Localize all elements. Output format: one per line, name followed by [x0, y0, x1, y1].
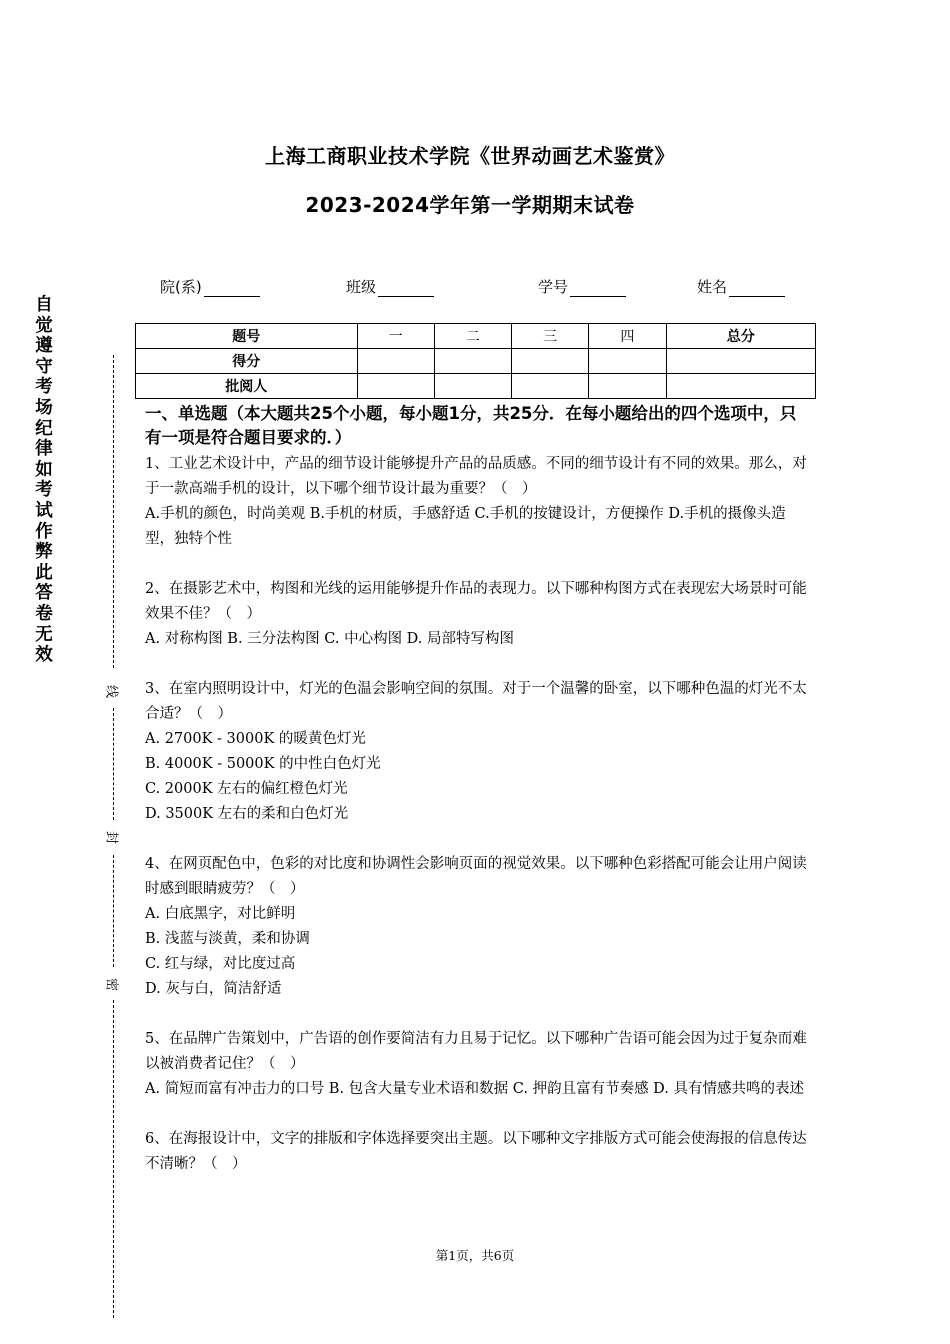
- page-number: 第1页，共6页: [435, 1248, 515, 1263]
- department-label: 院(系): [160, 278, 202, 296]
- class-field[interactable]: [346, 276, 434, 297]
- score-header-cell: 二: [434, 324, 511, 349]
- student-info-row: [160, 276, 820, 300]
- notice-char: 律: [35, 439, 53, 460]
- notice-char: 纪: [35, 418, 53, 439]
- notice-char: 卷: [35, 603, 53, 624]
- grader-cell[interactable]: [357, 374, 434, 399]
- score-row-label: 得分: [136, 349, 358, 374]
- score-table: [135, 323, 816, 399]
- question-stem: 3、在室内照明设计中，灯光的色温会影响空间的氛围。对于一个温馨的卧室，以下哪种色温的灯光不太合适？（ ）: [145, 681, 807, 722]
- question-6: [145, 1127, 809, 1177]
- question-option: B. 4000K - 5000K 的中性白色灯光: [145, 756, 381, 772]
- notice-char: 考: [35, 480, 53, 501]
- notice-char: 考: [35, 377, 53, 398]
- name-field[interactable]: [697, 276, 785, 297]
- score-header-cell: 三: [512, 324, 589, 349]
- exam-title-line2: 2023-2024学年第一学期期末试卷: [305, 193, 635, 217]
- score-header-cell: 题号: [136, 324, 358, 349]
- score-row: [136, 349, 816, 374]
- notice-char: 无: [35, 624, 53, 645]
- binding-dashed-line: [113, 1000, 114, 1318]
- notice-char: 此: [35, 562, 53, 583]
- department-field[interactable]: [160, 276, 260, 297]
- notice-char: 自: [35, 295, 53, 315]
- secret-mark: 密: [104, 977, 123, 993]
- notice-char: 场: [35, 397, 53, 418]
- question-option: C. 2000K 左右的偏红橙色灯光: [145, 781, 348, 797]
- notice-char: 遵: [35, 336, 53, 357]
- grader-cell[interactable]: [512, 374, 589, 399]
- question-stem: 1、工业艺术设计中，产品的细节设计能够提升产品的品质感。不同的细节设计有不同的效果。那么，对于一款高端手机的设计，以下哪个细节设计最为重要？（ ）: [145, 456, 807, 497]
- question-stem: 5、在品牌广告策划中，广告语的创作要简洁有力且易于记忆。以下哪种广告语可能会因为过于复杂而难以被消费者记住？（ ）: [145, 1031, 807, 1072]
- grader-cell[interactable]: [434, 374, 511, 399]
- question-stem: 6、在海报设计中，文字的排版和字体选择要突出主题。以下哪种文字排版方式可能会使海报的信息传达不清晰？（ ）: [145, 1131, 807, 1172]
- question-options: A. 简短而富有冲击力的口号 B. 包含大量专业术语和数据 C. 押韵且富有节奏感 D. 具有情感共鸣的表述: [145, 1081, 805, 1097]
- score-cell[interactable]: [434, 349, 511, 374]
- question-4: [145, 852, 809, 1002]
- notice-char: 试: [35, 500, 53, 521]
- score-header-cell: 总分: [666, 324, 815, 349]
- score-cell[interactable]: [512, 349, 589, 374]
- notice-char: 作: [35, 521, 53, 542]
- exam-discipline-notice: [33, 295, 55, 666]
- exam-content: [145, 402, 809, 1177]
- question-2: [145, 577, 809, 652]
- grader-cell[interactable]: [589, 374, 666, 399]
- exam-title-line1: 上海工商职业技术学院《世界动画艺术鉴赏》: [265, 144, 675, 168]
- binding-dashed-line: [113, 355, 114, 668]
- student-id-field[interactable]: [538, 276, 626, 297]
- question-stem: 2、在摄影艺术中，构图和光线的运用能够提升作品的表现力。以下哪种构图方式在表现宏大场景时可能效果不佳？（ ）: [145, 581, 807, 622]
- question-option: A. 2700K - 3000K 的暖黄色灯光: [145, 731, 366, 747]
- line-mark: 线: [104, 684, 123, 700]
- class-label: 班级: [346, 278, 377, 296]
- question-stem: 4、在网页配色中，色彩的对比度和协调性会影响页面的视觉效果。以下哪种色彩搭配可能会让用户阅读时感到眼睛疲劳？（ ）: [145, 856, 807, 897]
- name-label: 姓名: [697, 278, 728, 296]
- notice-char: 弊: [35, 542, 53, 563]
- question-1: [145, 452, 809, 552]
- seal-mark: 封: [104, 830, 123, 846]
- notice-char: 觉: [35, 315, 53, 336]
- question-3: [145, 677, 809, 827]
- question-option: D. 灰与白，简洁舒适: [145, 981, 282, 997]
- student-id-label: 学号: [538, 278, 569, 296]
- question-options: A. 对称构图 B. 三分法构图 C. 中心构图 D. 局部特写构图: [145, 631, 515, 647]
- score-cell[interactable]: [666, 349, 815, 374]
- score-cell[interactable]: [357, 349, 434, 374]
- binding-dashed-line: [113, 855, 114, 967]
- notice-char: 守: [35, 356, 53, 377]
- grader-cell[interactable]: [666, 374, 815, 399]
- question-option: C. 红与绿，对比度过高: [145, 956, 296, 972]
- score-table-header-row: [136, 324, 816, 349]
- grader-row: [136, 374, 816, 399]
- score-header-cell: 四: [589, 324, 666, 349]
- notice-char: 效: [35, 645, 53, 666]
- question-option: A. 白底黑字，对比鲜明: [145, 906, 296, 922]
- score-cell[interactable]: [589, 349, 666, 374]
- binding-dashed-line: [113, 708, 114, 820]
- question-5: [145, 1027, 809, 1102]
- grader-row-label: 批阅人: [136, 374, 358, 399]
- section-heading: 一、单选题（本大题共25个小题，每小题1分，共25分．在每小题给出的四个选项中，只有一项是符合题目要求的．）: [145, 404, 797, 447]
- score-header-cell: 一: [357, 324, 434, 349]
- question-options: A.手机的颜色，时尚美观 B.手机的材质，手感舒适 C.手机的按键设计，方便操作 D.手机的摄像头造型，独特个性: [145, 506, 786, 547]
- question-option: D. 3500K 左右的柔和白色灯光: [145, 806, 349, 822]
- notice-char: 如: [35, 459, 53, 480]
- notice-char: 答: [35, 583, 53, 604]
- question-option: B. 浅蓝与淡黄，柔和协调: [145, 931, 310, 947]
